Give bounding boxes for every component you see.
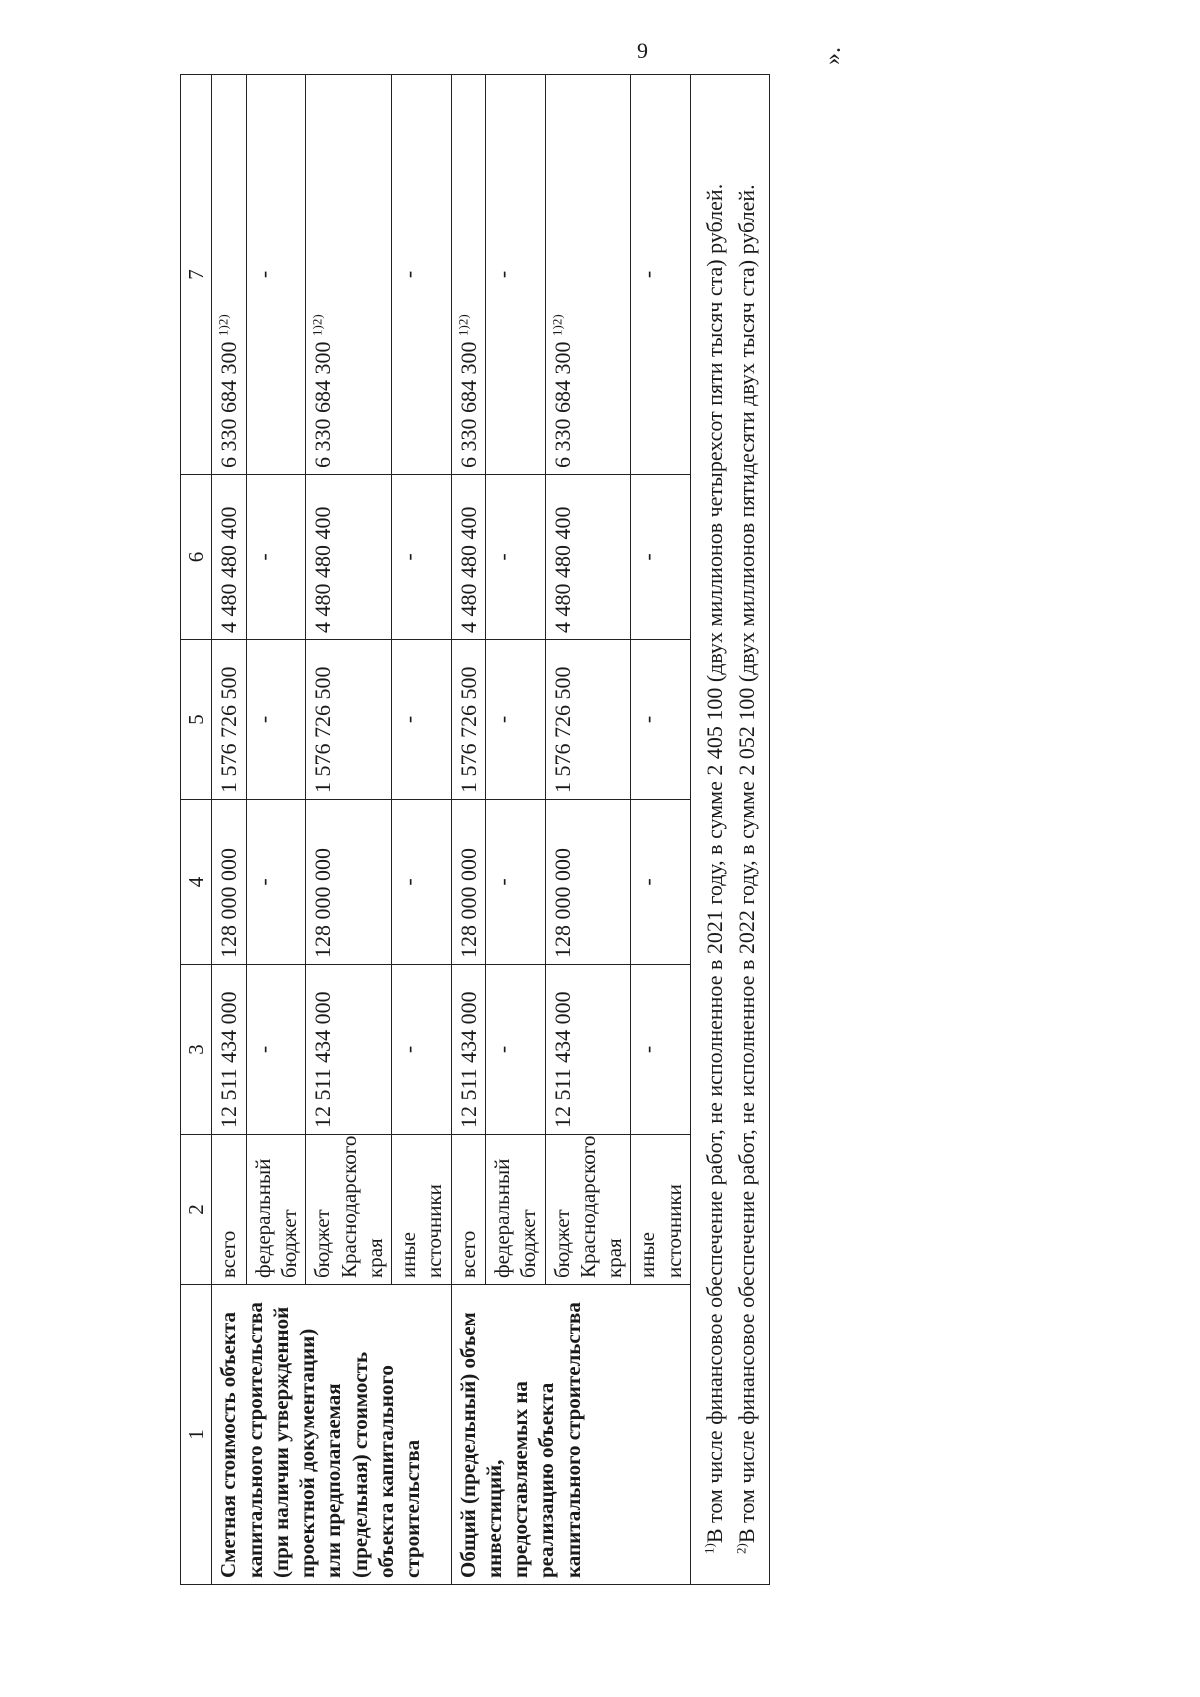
value-cell: 1 576 726 500 — [451, 640, 486, 800]
source-cell: иные источники — [392, 1135, 452, 1285]
header-col-5: 5 — [181, 640, 212, 800]
value-cell: - — [246, 965, 306, 1135]
value-cell: - — [486, 75, 546, 475]
page-number: 9 — [637, 38, 648, 63]
footnote-ref: 1)2) — [309, 314, 325, 336]
value-cell: 12 511 434 000 — [306, 965, 392, 1135]
value-cell: - — [486, 640, 546, 800]
value-cell: - — [486, 475, 546, 640]
value-cell-with-note — [451, 75, 486, 475]
value-text: 6 330 684 300 — [310, 341, 336, 468]
header-col-6: 6 — [181, 475, 212, 640]
source-cell: бюджет Краснодарского края — [306, 1135, 392, 1285]
value-cell: - — [246, 475, 306, 640]
group-title-estimated-cost: Сметная стоимость объекта капитального строительства (при наличии утвержденной проектной документации) или предполагаемая (предельная) стоимость объекта капитального строительства — [212, 1285, 451, 1585]
value-cell: - — [392, 75, 452, 475]
footnote-ref: 1)2) — [549, 314, 565, 336]
value-cell-with-note — [306, 75, 392, 475]
header-col-7: 7 — [181, 75, 212, 475]
source-cell: федеральный бюджет — [246, 1135, 306, 1285]
value-cell: 12 511 434 000 — [545, 965, 631, 1135]
value-cell: - — [392, 800, 452, 965]
source-cell: бюджет Краснодарского края — [545, 1135, 631, 1285]
value-cell: 1 576 726 500 — [212, 640, 247, 800]
source-cell: иные источники — [631, 1135, 691, 1285]
value-cell-with-note — [545, 75, 631, 475]
value-text: 6 330 684 300 — [216, 341, 242, 468]
group-title-total-investment: Общий (предельный) объем инвестиций, предоставляемых на реализацию объекта капитального строительства — [451, 1285, 690, 1585]
footnote-text: В том числе финансовое обеспечение работ, не исполненное в 2022 году, в сумме 2 052 100 (двух миллионов пятидесяти двух тысяч ста) рублей. — [733, 184, 759, 1544]
value-cell: - — [392, 475, 452, 640]
value-cell: 4 480 480 400 — [306, 475, 392, 640]
value-cell: - — [631, 475, 691, 640]
footnote-ref: 1)2) — [215, 314, 231, 336]
value-text: 6 330 684 300 — [549, 341, 575, 468]
table-row — [212, 75, 247, 1585]
source-cell: всего — [451, 1135, 486, 1285]
value-cell: - — [246, 800, 306, 965]
footnote-2 — [731, 85, 763, 1574]
value-cell: 128 000 000 — [545, 800, 631, 965]
value-cell: - — [631, 640, 691, 800]
value-cell: - — [631, 800, 691, 965]
footnote-mark: 1) — [701, 1543, 717, 1554]
value-cell: 128 000 000 — [306, 800, 392, 965]
value-cell: - — [392, 640, 452, 800]
value-text: 6 330 684 300 — [455, 341, 481, 468]
header-col-3: 3 — [181, 965, 212, 1135]
header-row — [181, 75, 212, 1585]
value-cell: 4 480 480 400 — [451, 475, 486, 640]
value-cell-with-note — [212, 75, 247, 475]
header-col-4: 4 — [181, 800, 212, 965]
source-cell: всего — [212, 1135, 247, 1285]
value-cell: - — [392, 965, 452, 1135]
value-cell: 128 000 000 — [212, 800, 247, 965]
value-cell: - — [631, 75, 691, 475]
investment-table — [180, 74, 770, 1585]
footnotes-row — [690, 75, 769, 1585]
footnote-mark: 2) — [733, 1543, 749, 1554]
header-col-2: 2 — [181, 1135, 212, 1285]
value-cell: 4 480 480 400 — [212, 475, 247, 640]
closing-quote-mark: ». — [820, 47, 846, 65]
footnotes — [690, 75, 769, 1585]
value-cell: 12 511 434 000 — [212, 965, 247, 1135]
value-cell: 128 000 000 — [451, 800, 486, 965]
value-cell: - — [486, 800, 546, 965]
value-cell: 1 576 726 500 — [545, 640, 631, 800]
value-cell: 1 576 726 500 — [306, 640, 392, 800]
value-cell: - — [246, 75, 306, 475]
value-cell: - — [631, 965, 691, 1135]
source-cell: федеральный бюджет — [486, 1135, 546, 1285]
value-cell: - — [246, 640, 306, 800]
footnote-1 — [699, 85, 731, 1574]
value-cell: 4 480 480 400 — [545, 475, 631, 640]
footnote-text: В том числе финансовое обеспечение работ, не исполненное в 2021 году, в сумме 2 405 100 (двух миллионов четырехсот пяти тысяч ста) рублей. — [701, 183, 727, 1544]
rotated-table-block — [180, 47, 870, 1585]
value-cell: - — [486, 965, 546, 1135]
value-cell: 12 511 434 000 — [451, 965, 486, 1135]
table-row — [451, 75, 486, 1585]
footnote-ref: 1)2) — [455, 314, 471, 336]
header-col-1: 1 — [181, 1285, 212, 1585]
